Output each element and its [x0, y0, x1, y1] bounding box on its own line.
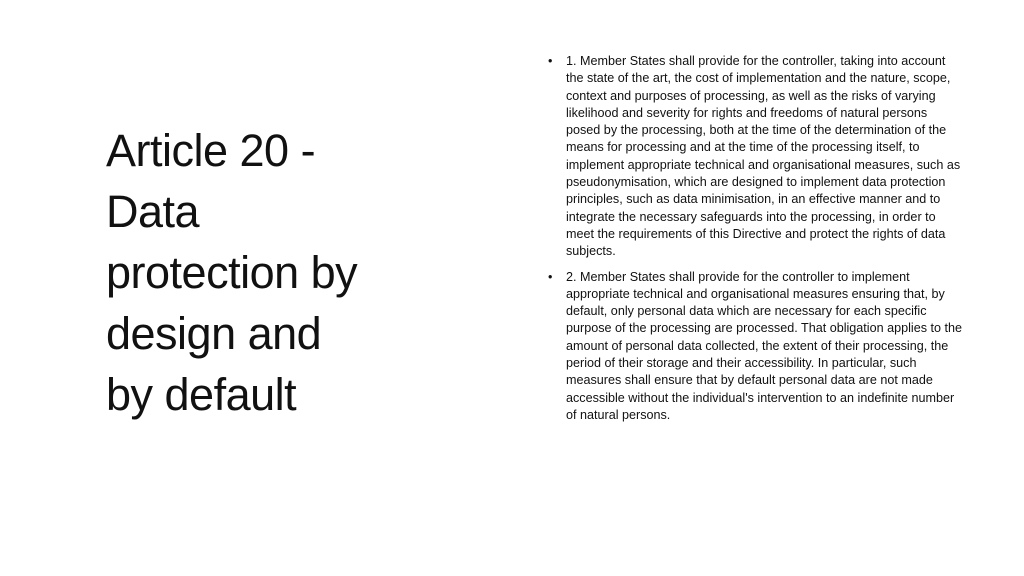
bullet-marker-icon: •: [548, 54, 553, 68]
bullet-marker-icon: •: [548, 269, 553, 284]
bullet-item-2: [546, 269, 964, 425]
bullet-text-1: 1. Member States shall provide for the controller, taking into account the state of the art, the cost of implementation and the nature, scope, context and purposes of processing, as well as the risks of varying likelihood and severity for rights and freedoms of natural persons posed by the processing, both at the time of the determination of the means for processing and at the time of the processing itself, to implement appropriate technical and organisational measures, such as pseudonymisation, which are designed to implement data protection principles, such as data minimisation, in an effective manner and to integrate the necessary safeguards into the processing, in order to meet the requirements of this Directive and protect the rights of data subjects.: [566, 54, 961, 259]
bullet-list: [546, 53, 964, 432]
slide-title: Article 20 - Data protection by design and by default: [106, 125, 358, 420]
bullet-item-1: [546, 53, 964, 261]
bullet-text-2: 2. Member States shall provide for the controller to implement appropriate technical and organisational measures ensuring that, by default, only personal data which are necessary for each specific purpose of the processing are processed. That obligation applies to the amount of personal data collected, the extent of their processing, the period of their storage and their accessibility. In particular, such measures shall ensure that by default personal data are not made accessible without the individual's intervention to an indefinite number of natural persons.: [566, 269, 963, 422]
